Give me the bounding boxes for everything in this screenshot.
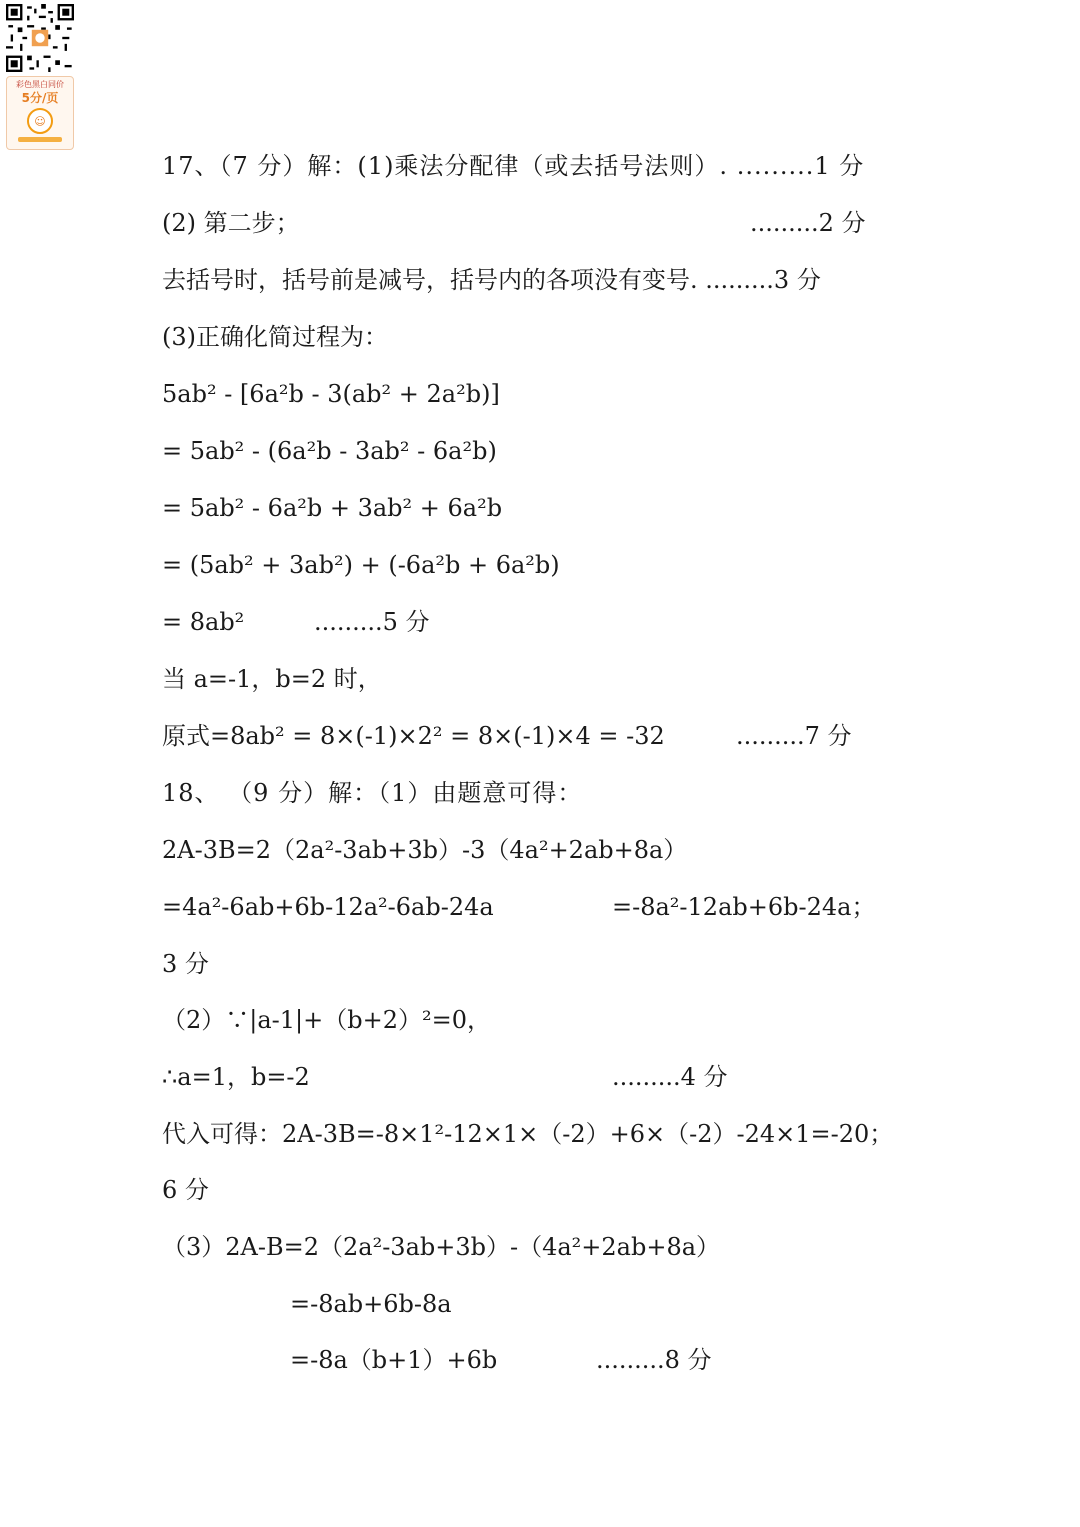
score-note: .........7 分 bbox=[736, 722, 852, 750]
line-text: (2) 第二步； bbox=[162, 209, 300, 237]
math-expression: =-8a（b+1）+6b bbox=[290, 1346, 498, 1374]
score-note: 3 分 bbox=[162, 950, 209, 978]
ad-tag: 彩色黑白同价 bbox=[16, 80, 64, 89]
line-text: 当 a=-1，b=2 时， bbox=[162, 665, 382, 693]
score-note: .........2 分 bbox=[750, 209, 866, 237]
math-expression: 原式=8ab² = 8×(-1)×2² = 8×(-1)×4 = -32 bbox=[162, 722, 665, 750]
mascot-icon: ☺ bbox=[27, 108, 53, 134]
score-note: .........4 分 bbox=[612, 1063, 728, 1091]
ad-price: 5分/页 bbox=[21, 91, 59, 105]
line-text: 17、（7 分）解：(1)乘法分配律（或去括号法则）. .........1 分 bbox=[162, 152, 865, 180]
math-expression: = 8ab² bbox=[162, 608, 245, 636]
score-note: .........8 分 bbox=[596, 1346, 712, 1374]
line-text: (3)正确化简过程为： bbox=[162, 323, 388, 351]
ad-footer-bar bbox=[18, 137, 62, 142]
math-expression: 代入可得：2A-3B=-8×1²-12×1×（-2）+6×（-2）-24×1=-20； bbox=[162, 1120, 894, 1148]
score-note: .........5 分 bbox=[314, 608, 430, 636]
math-expression: = 5ab² - (6a²b - 3ab² - 6a²b) bbox=[162, 437, 497, 465]
line-text: 18、 （9 分）解：（1）由题意可得： bbox=[162, 779, 583, 807]
score-note: 6 分 bbox=[162, 1176, 209, 1204]
math-expression: ∴a=1，b=-2 bbox=[162, 1063, 310, 1091]
math-expression: =-8ab+6b-8a bbox=[290, 1290, 452, 1318]
math-expression: =-8a²-12ab+6b-24a； bbox=[612, 893, 876, 921]
math-expression: 2A-3B=2（2a²-3ab+3b）-3（4a²+2ab+8a） bbox=[162, 836, 688, 864]
math-expression: = 5ab² - 6a²b + 3ab² + 6a²b bbox=[162, 494, 503, 522]
math-expression: = (5ab² + 3ab²) + (-6a²b + 6a²b) bbox=[162, 551, 560, 579]
line-text: 去括号时，括号前是减号，括号内的各项没有变号. .........3 分 bbox=[162, 266, 821, 294]
math-expression: 5ab² - [6a²b - 3(ab² + 2a²b)] bbox=[162, 380, 500, 408]
ad-badge[interactable] bbox=[4, 2, 76, 152]
math-expression: （2）∵|a-1|+（b+2）²=0， bbox=[162, 1006, 491, 1034]
math-expression: （3）2A-B=2（2a²-3ab+3b）-（4a²+2ab+8a） bbox=[162, 1233, 721, 1261]
qr-code-icon bbox=[6, 4, 74, 72]
math-expression: =4a²-6ab+6b-12a²-6ab-24a bbox=[162, 893, 494, 921]
ad-card bbox=[6, 76, 74, 150]
